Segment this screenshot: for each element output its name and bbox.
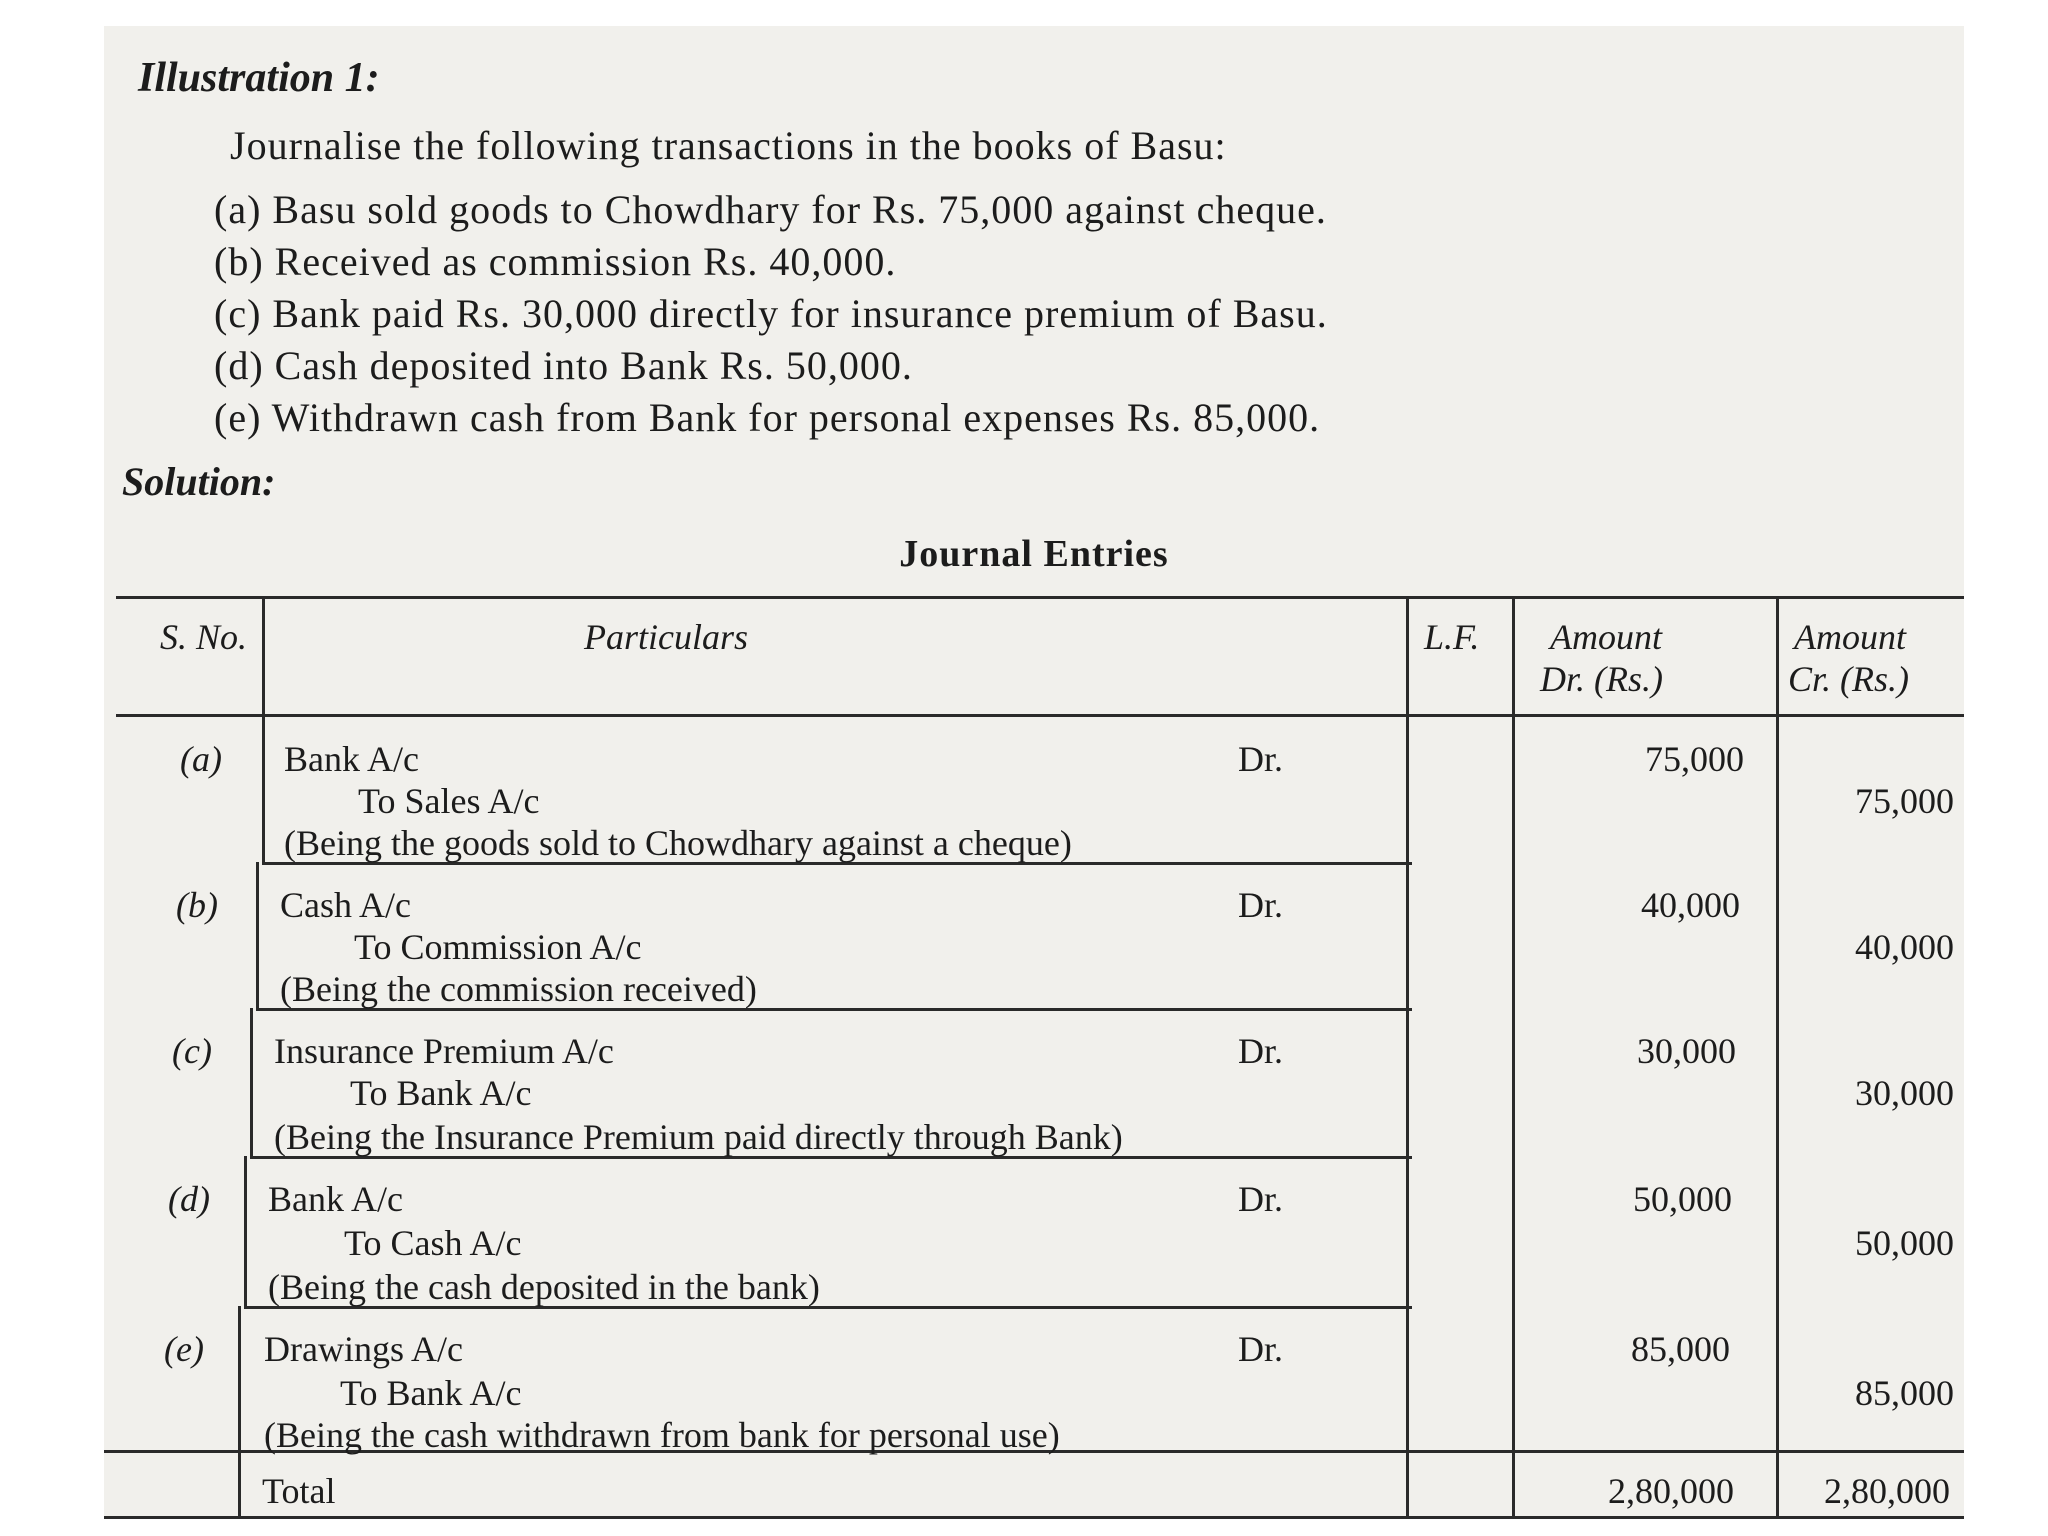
- table-top-rule: [116, 596, 1964, 599]
- entry-sno: (c): [172, 1031, 212, 1071]
- table-bottom-rule: [104, 1516, 1964, 1519]
- entry-debit-account: Bank A/c: [268, 1179, 403, 1219]
- entry-narration: (Being the cash withdrawn from bank for personal use): [264, 1415, 1060, 1455]
- textbook-page: [104, 26, 1964, 1518]
- entry-cr-amount: 30,000: [1855, 1073, 1954, 1113]
- total-dr-amount: 2,80,000: [1608, 1471, 1734, 1511]
- sno-column-rule: [238, 1306, 241, 1516]
- entry-narration: (Being the cash deposited in the bank): [268, 1267, 820, 1307]
- entry-credit-account: To Bank A/c: [340, 1373, 522, 1413]
- entry-debit-account: Drawings A/c: [264, 1329, 463, 1369]
- entry-dr-amount: 75,000: [1645, 739, 1744, 779]
- solution-label: Solution:: [122, 459, 276, 504]
- entry-sno: (b): [176, 885, 218, 925]
- transaction-c: (c) Bank paid Rs. 30,000 directly for insurance premium of Basu.: [214, 291, 1328, 336]
- header-lf: L.F.: [1424, 617, 1480, 657]
- entry-dr-amount: 85,000: [1631, 1329, 1730, 1369]
- entry-credit-account: To Cash A/c: [344, 1223, 522, 1263]
- transaction-e: (e) Withdrawn cash from Bank for personal expenses Rs. 85,000.: [214, 395, 1321, 440]
- header-amount-cr-unit: Cr. (Rs.): [1788, 659, 1910, 699]
- header-bottom-rule: [116, 714, 1964, 717]
- entry-cr-amount: 50,000: [1855, 1223, 1954, 1263]
- entry-cr-amount: 85,000: [1855, 1373, 1954, 1413]
- entry-credit-account: To Bank A/c: [350, 1073, 532, 1113]
- entry-narration: (Being the goods sold to Chowdhary against a cheque): [284, 823, 1072, 863]
- header-sno: S. No.: [160, 617, 248, 657]
- header-amount-cr: Amount: [1794, 617, 1906, 657]
- entry-credit-account: To Commission A/c: [354, 927, 642, 967]
- question-intro: Journalise the following transactions in the books of Basu:: [230, 123, 1227, 168]
- sno-column-rule: [250, 1008, 253, 1156]
- entry-dr-amount: 30,000: [1637, 1031, 1736, 1071]
- sno-column-rule: [244, 1156, 247, 1306]
- total-label: Total: [262, 1471, 336, 1511]
- entry-credit-account: To Sales A/c: [358, 781, 540, 821]
- header-amount-dr-unit: Dr. (Rs.): [1540, 659, 1663, 699]
- entry-dr-amount: 40,000: [1641, 885, 1740, 925]
- entry-debit-account: Cash A/c: [280, 885, 411, 925]
- transaction-d: (d) Cash deposited into Bank Rs. 50,000.: [214, 343, 913, 388]
- total-cr-amount: 2,80,000: [1824, 1471, 1950, 1511]
- dr-column-rule: [1512, 596, 1515, 1516]
- entry-dr-amount: 50,000: [1633, 1179, 1732, 1219]
- sno-column-rule: [256, 862, 259, 1008]
- entry-sno: (d): [168, 1179, 210, 1219]
- header-amount-dr: Amount: [1550, 617, 1662, 657]
- entry-dr-mark: Dr.: [1238, 1329, 1283, 1369]
- entry-cr-amount: 40,000: [1855, 927, 1954, 967]
- sno-column-rule: [262, 596, 265, 862]
- illustration-title: Illustration 1:: [138, 55, 380, 101]
- entry-sno: (a): [180, 739, 222, 779]
- header-particulars: Particulars: [584, 617, 749, 657]
- journal-table-title: Journal Entries: [899, 533, 1169, 575]
- lf-column-rule: [1406, 596, 1409, 1516]
- entry-narration: (Being the Insurance Premium paid directly through Bank): [274, 1117, 1123, 1157]
- transaction-b: (b) Received as commission Rs. 40,000.: [214, 239, 897, 284]
- entry-debit-account: Bank A/c: [284, 739, 419, 779]
- entry-cr-amount: 75,000: [1855, 781, 1954, 821]
- entry-dr-mark: Dr.: [1238, 1179, 1283, 1219]
- transaction-a: (a) Basu sold goods to Chowdhary for Rs. 75,000 against cheque.: [214, 187, 1327, 232]
- entry-sno: (e): [164, 1329, 204, 1369]
- entry-dr-mark: Dr.: [1238, 739, 1283, 779]
- entry-dr-mark: Dr.: [1238, 1031, 1283, 1071]
- entry-dr-mark: Dr.: [1238, 885, 1283, 925]
- entry-narration: (Being the commission received): [280, 969, 757, 1009]
- entry-debit-account: Insurance Premium A/c: [274, 1031, 614, 1071]
